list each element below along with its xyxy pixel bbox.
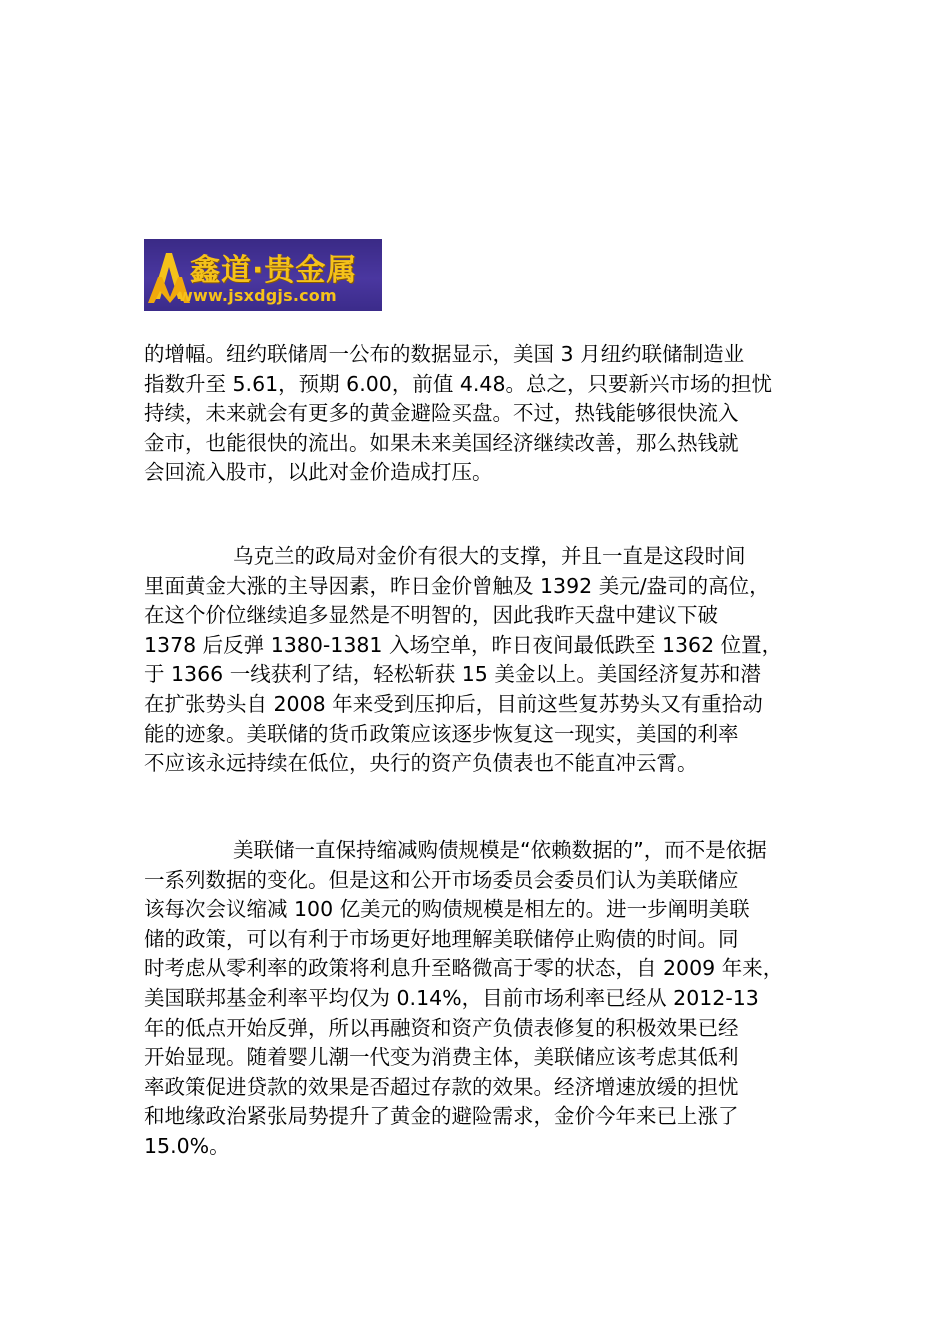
paragraph-line: 持续，未来就会有更多的黄金避险买盘。不过，热钱能够很快流入 — [144, 401, 739, 426]
paragraph-line: 和地缘政治紧张局势提升了黄金的避险需求，金价今年来已上涨了 — [144, 1104, 739, 1129]
paragraph-line: 能的迹象。美联储的货币政策应该逐步恢复这一现实，美国的利率 — [144, 721, 739, 746]
paragraph-line: 美联储一直保持缩减购债规模是“依赖数据的”，而不是依据 — [233, 838, 767, 862]
logo-brand-name: 鑫道·贵金属 — [190, 253, 358, 288]
paragraph-line: 的增幅。纽约联储周一公布的数据显示，美国 3 月纽约联储制造业 — [144, 342, 745, 366]
paragraph-line: 里面黄金大涨的主导因素，昨日金价曾触及 1392 美元/盎司的高位， — [144, 573, 770, 598]
paragraph-line: 率政策促进贷款的效果是否超过存款的效果。经济增速放缓的担忧 — [144, 1074, 739, 1099]
paragraph-3 — [144, 836, 824, 1162]
company-logo — [144, 239, 382, 311]
logo-url: www.jsxdgjs.com — [178, 286, 337, 305]
paragraph-line: 年的低点开始反弹，所以再融资和资产负债表修复的积极效果已经 — [144, 1015, 739, 1040]
paragraph-line: 该每次会议缩减 100 亿美元的购债规模是相左的。进一步阐明美联 — [144, 897, 750, 922]
paragraph-line: 储的政策，可以有利于市场更好地理解美联储停止购债的时间。同 — [144, 926, 739, 951]
paragraph-line: 开始显现。随着婴儿潮一代变为消费主体，美联储应该考虑其低利 — [144, 1045, 739, 1070]
paragraph-line: 乌克兰的政局对金价有很大的支撑，并且一直是这段时间 — [233, 544, 746, 568]
paragraph-line: 在扩张势头自 2008 年来受到压抑后，目前这些复苏势头又有重拾动 — [144, 691, 763, 716]
paragraph-line: 会回流入股市，以此对金价造成打压。 — [144, 460, 493, 485]
paragraph-line: 在这个价位继续追多显然是不明智的，因此我昨天盘中建议下破 — [144, 603, 718, 628]
paragraph-line: 指数升至 5.61，预期 6.00，前值 4.48。总之，只要新兴市场的担忧 — [144, 371, 772, 396]
paragraph-line: 15.0%。 — [144, 1133, 230, 1158]
paragraph-line: 金市，也能很快的流出。如果未来美国经济继续改善，那么热钱就 — [144, 430, 739, 455]
paragraph-line: 于 1366 一线获利了结，轻松斩获 15 美金以上。美国经济复苏和潜 — [144, 662, 761, 687]
paragraph-line: 一系列数据的变化。但是这和公开市场委员会委员们认为美联储应 — [144, 867, 739, 892]
paragraph-line: 不应该永远持续在低位，央行的资产负债表也不能直冲云霄。 — [144, 751, 698, 776]
paragraph-line: 1378 后反弹 1380-1381 入场空单，昨日夜间最低跌至 1362 位置， — [144, 632, 783, 657]
paragraph-2 — [144, 542, 824, 779]
paragraph-line: 美国联邦基金利率平均仅为 0.14%，目前市场利率已经从 2012-13 — [144, 985, 759, 1010]
paragraph-1 — [144, 340, 824, 488]
paragraph-line: 时考虑从零利率的政策将利息升至略微高于零的状态，自 2009 年来， — [144, 956, 784, 981]
